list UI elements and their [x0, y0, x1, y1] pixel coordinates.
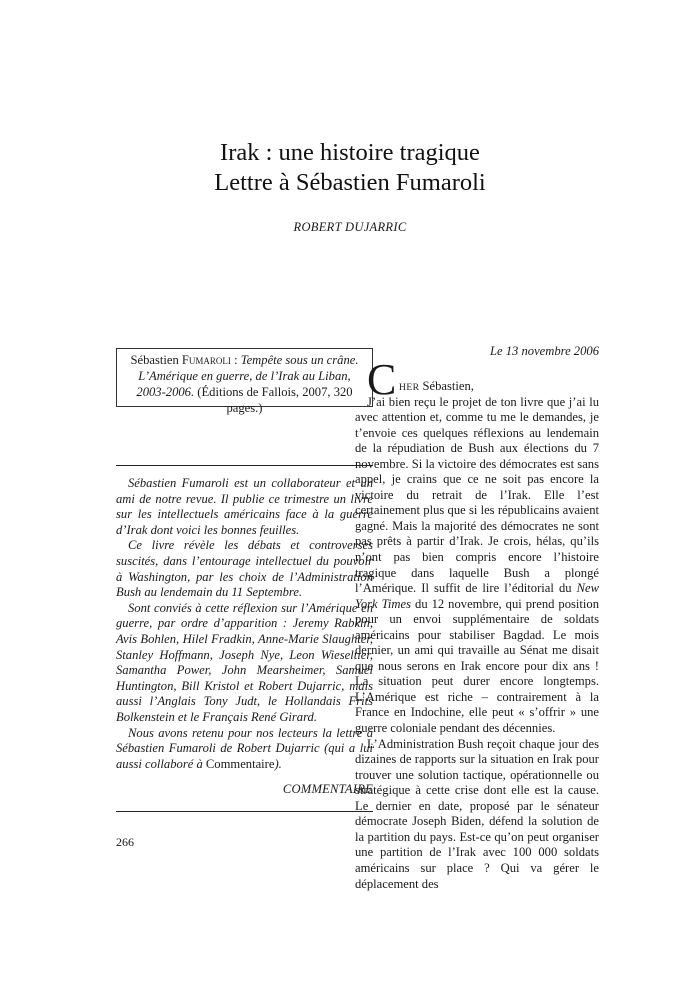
salutation-rest: Sébastien,	[419, 378, 474, 393]
journal-name: Commentaire	[205, 756, 275, 771]
intro-p4-end: ).	[274, 756, 282, 771]
sidebar-rule-top	[116, 465, 373, 466]
title-line-2: Lettre à Sébastien Fumaroli	[214, 169, 486, 196]
letter-date: Le 13 novembre 2006	[489, 344, 599, 358]
sidebar-column	[116, 348, 373, 812]
letter-paragraph-1	[355, 395, 599, 737]
book-author-first: Sébastien	[130, 353, 182, 367]
letter-p1-text: J’ai bien reçu le projet de ton livre que j’ai lu avec attention et, comme tu me le demandes, je t’envoie ces quelques réflexions au lendemain de la répudiation de Bush aux élections du 7 novembre. Si la victoire des démocrates est sans appel, je crains que ce ne soit pas encore la victoire du retrait de l’Irak. Elle l’est certainement plus que si les républicains avaient gagné. Mais la majorité des démocrates ne sont pas prêts à partir d’Irak. Je crois, hélas, qu’ils n’ont pas bien compris encore l’histoire tragique dans laquelle Bush a plongé l’Amérique. Il suffit de lire l’éditorial du	[355, 394, 599, 596]
letter-column	[355, 344, 599, 892]
book-reference-box	[116, 348, 373, 415]
intro-paragraph-2: Ce livre révèle les débats et controverses suscités, dans l’entourage intellectuel du pouvoir à Washington, par les choix de l’Administration Bush au lendemain du 11 Septembre.	[116, 538, 373, 600]
letter-paragraph-2: L’Administration Bush reçoit chaque jour des dizaines de rapports sur la situation en Irak pour trouver une solution tactique, opérationnelle ou stratégique à cette crise dont elle est la cause. Le dernier en date, proposé par le sénateur démocrate Joseph Biden, défend la solution de la partition du pays. Est-ce qu’on peut organiser une partition de l’Irak avec 100 000 soldats américains sur place ? Qui va gérer le déplacement des	[355, 736, 599, 891]
book-title: Tempête sous un crâne. L’Amérique en guerre, de l’Irak au Liban, 2003-2006.	[136, 353, 359, 399]
sidebar-rule-bottom	[116, 811, 373, 812]
intro-p4-start: Nous avons retenu pour nos lecteurs la lettre à Sébastien Fumaroli de Robert Dujarric (qui a lui aussi collaboré à	[116, 725, 373, 771]
page-number: 266	[116, 835, 134, 849]
article-title	[0, 138, 700, 198]
salutation-caps: HER	[399, 381, 420, 393]
intro-paragraph-1: Sébastien Fumaroli est un collaborateur et un ami de notre revue. Il publie ce trimestre un livre sur les intellectuels américains face à la guerre d’Irak dont voici les bonnes feuilles.	[116, 476, 373, 537]
title-line-1: Irak : une histoire tragique	[220, 139, 480, 166]
intro-paragraph-4	[116, 726, 373, 773]
editorial-signoff: COMMENTAIRE	[282, 782, 373, 797]
author-byline: ROBERT DUJARRIC	[293, 220, 407, 234]
drop-cap: C	[367, 354, 397, 404]
letter-opening	[355, 354, 599, 404]
letter-p1-end: du 12 novembre, qui prend position pour un envoi supplémentaire de soldats américains pour stabiliser Bagdad. Le mois dernier, un ami qui travaille au Sénat me disait que nous serons en Irak encore pour dix ans ! La situation peut durer encore longtemps. L’Amérique est riche – contrairement à la France en Indochine, elle peut « s’offrir » une guerre coloniale pendant des décennies.	[355, 596, 600, 736]
salutation	[399, 379, 474, 396]
book-colon: :	[230, 353, 241, 367]
newspaper-name: New York Times	[355, 581, 599, 611]
editorial-intro	[116, 476, 373, 772]
book-publisher: (Éditions de Fallois, 2007, 320 pages.)	[194, 385, 353, 415]
intro-paragraph-3: Sont conviés à cette réflexion sur l’Amérique en guerre, par ordre d’apparition : Jeremy Rabkin, Avis Bohlen, Hilel Fradkin, Anne-Marie Slaughter, Stanley Hoffmann, Joseph Nye, Leon Wieseltier, Samantha Power, John Mearsheimer, Samuel Huntington, Bill Kristol et Robert Dujarric, mais aussi l’Anglais Tony Judt, le Hollandais Frits Bolkenstein et le Français René Girard.	[116, 600, 373, 724]
book-author-last: Fumaroli	[181, 353, 231, 367]
